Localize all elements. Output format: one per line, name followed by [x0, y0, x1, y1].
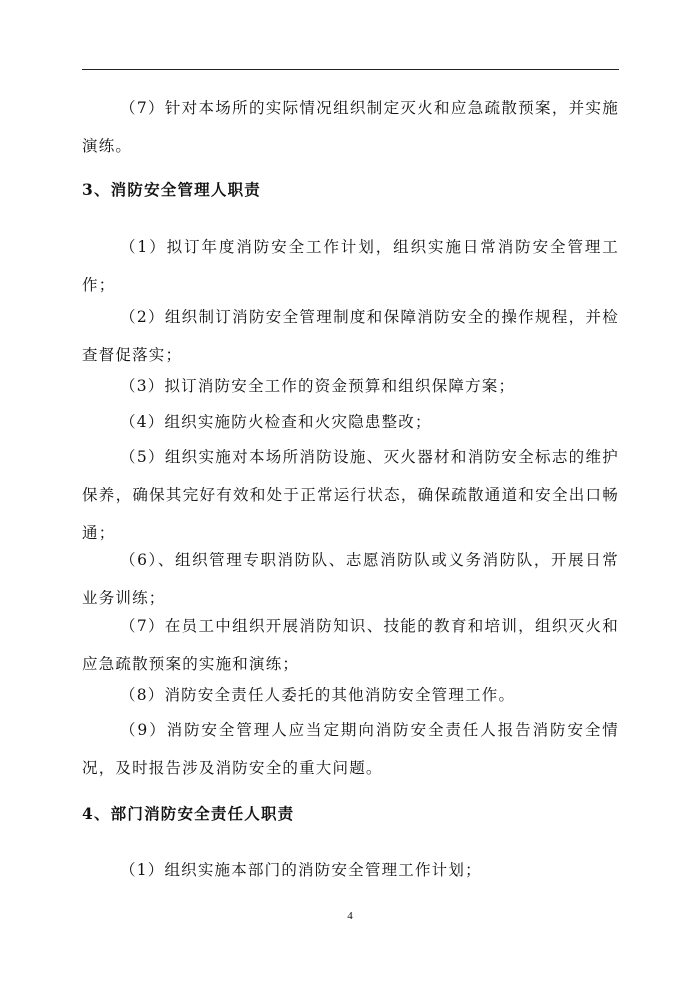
paragraph-1-plan: （1）拟订年度消防安全工作计划，组织实施日常消防安全管理工作；: [82, 238, 619, 294]
paragraph-dept-1: （1）组织实施本部门的消防安全管理工作计划；: [120, 861, 482, 879]
paragraph-9-report: （9）消防安全管理人应当定期向消防安全责任人报告消防安全情况，及时报告涉及消防安全的重大问题。: [82, 721, 619, 777]
paragraph-4-inspection: （4）组织实施防火检查和火灾隐患整改；: [120, 413, 432, 431]
paragraph-2-rules: （2）组织制订消防安全管理制度和保障消防安全的操作规程，并检查督促落实；: [82, 308, 619, 364]
section-heading-4: 4、部门消防安全责任人职责: [82, 804, 295, 823]
paragraph-8-other: （8）消防安全责任人委托的其他消防安全管理工作。: [120, 686, 516, 704]
page-number: 4: [347, 910, 353, 922]
header-rule: [82, 69, 619, 70]
paragraph-7-training: （7）在员工中组织开展消防知识、技能的教育和培训，组织灭火和应急疏散预案的实施和演练；: [82, 617, 619, 673]
paragraph-7-drill: （7）针对本场所的实际情况组织制定灭火和应急疏散预案，并实施演练。: [82, 99, 619, 155]
paragraph-5-maintenance: （5）组织实施对本场所消防设施、灭火器材和消防安全标志的维护保养，确保其完好有效和处于正常运行状态，确保疏散通道和安全出口畅通；: [82, 448, 619, 542]
section-heading-3: 3、消防安全管理人职责: [82, 180, 261, 199]
paragraph-6-team: （6）、组织管理专职消防队、志愿消防队或义务消防队，开展日常业务训练；: [82, 551, 619, 607]
paragraph-3-budget: （3）拟订消防安全工作的资金预算和组织保障方案；: [120, 377, 516, 395]
